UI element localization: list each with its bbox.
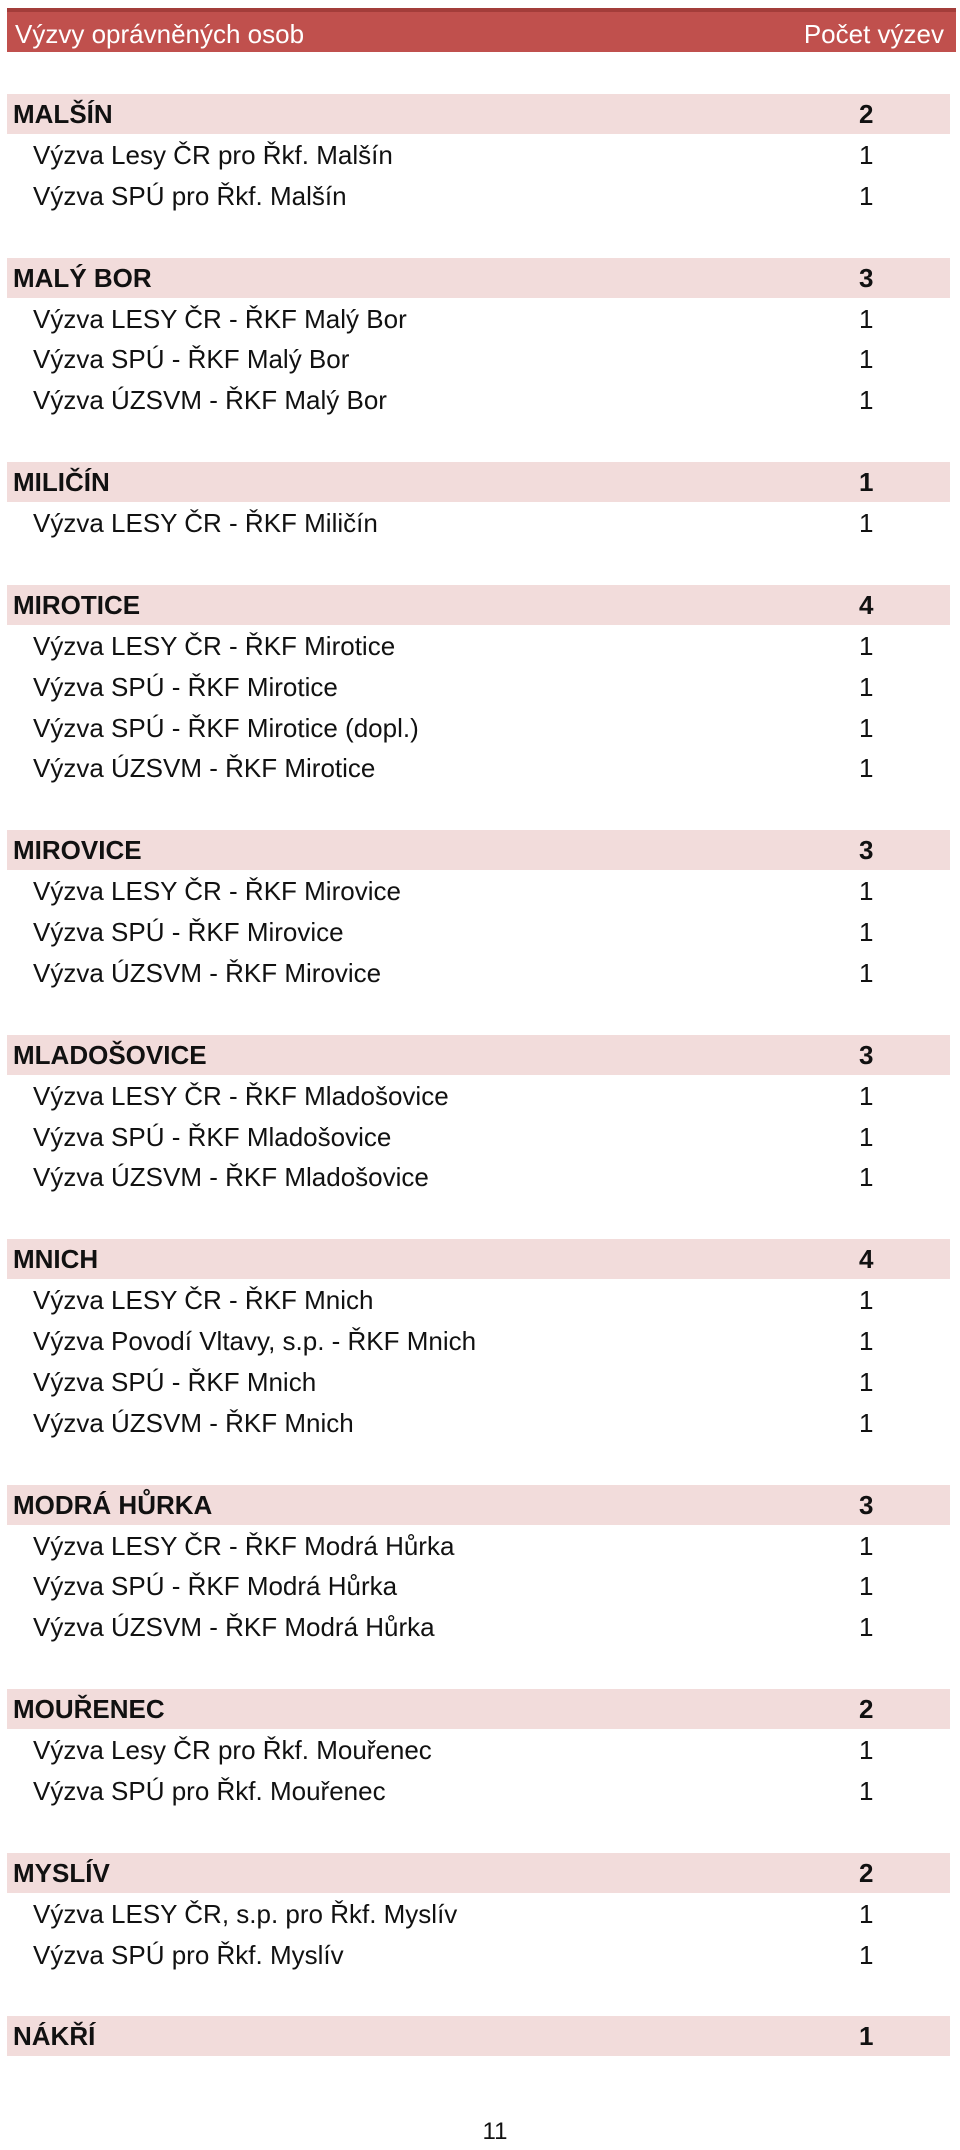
item-count: 1	[859, 1735, 874, 1765]
group-row	[7, 258, 950, 298]
item-name: Výzva LESY ČR - ŘKF Mnich	[33, 1285, 374, 1316]
item-count: 1	[859, 1080, 874, 1111]
page-number: 11	[482, 2118, 508, 2145]
group-name: MALŠÍN	[13, 99, 113, 129]
item-row	[7, 1566, 950, 1606]
item-count: 1	[859, 1162, 874, 1193]
item-name: Výzva SPÚ pro Řkf. Mouřenec	[33, 1775, 386, 1806]
item-name: Výzva ÚZSVM - ŘKF Malý Bor	[33, 385, 387, 416]
item-name: Výzva Lesy ČR pro Řkf. Malšín	[33, 139, 393, 170]
item-row	[7, 1117, 950, 1157]
item-row	[7, 1526, 950, 1566]
group-row	[7, 1035, 950, 1075]
item-row	[7, 953, 950, 993]
item-name: Výzva ÚZSVM - ŘKF Mirotice	[33, 753, 376, 784]
item-row	[7, 339, 950, 379]
item-row	[7, 299, 950, 339]
group-row	[7, 585, 950, 625]
item-row	[7, 1076, 950, 1116]
item-row	[7, 1157, 950, 1197]
group-row	[7, 1689, 950, 1729]
item-name: Výzva ÚZSVM - ŘKF Mnich	[33, 1407, 354, 1438]
group-name: MOUŘENEC	[13, 1694, 165, 1725]
group-row	[7, 462, 950, 502]
item-name: Výzva LESY ČR - ŘKF Malý Bor	[33, 303, 407, 334]
item-row	[7, 1935, 950, 1975]
item-count: 1	[859, 385, 874, 416]
group-row	[7, 94, 950, 134]
group-count: 4	[859, 589, 874, 620]
item-count: 1	[859, 303, 874, 334]
item-row	[7, 1362, 950, 1402]
item-row	[7, 708, 950, 748]
item-count: 1	[859, 917, 874, 947]
item-name: Výzva ÚZSVM - ŘKF Mladošovice	[33, 1162, 429, 1193]
item-name: Výzva SPÚ pro Řkf. Malšín	[33, 180, 347, 211]
group-row	[7, 830, 950, 870]
item-row	[7, 912, 950, 952]
item-count: 1	[859, 1571, 874, 1602]
item-count: 1	[859, 1898, 874, 1929]
item-count: 1	[859, 876, 874, 907]
group-name: MILIČÍN	[13, 467, 110, 498]
item-name: Výzva LESY ČR - ŘKF Mladošovice	[33, 1080, 449, 1111]
item-count: 1	[859, 1366, 874, 1397]
item-row	[7, 1321, 950, 1361]
item-count: 1	[859, 1285, 874, 1316]
item-name: Výzva SPÚ - ŘKF Mnich	[33, 1366, 317, 1397]
item-name: Výzva SPÚ - ŘKF Malý Bor	[33, 344, 350, 375]
group-name: NÁKŘÍ	[13, 2021, 96, 2052]
item-count: 1	[859, 344, 874, 375]
group-row	[7, 1485, 950, 1525]
item-row	[7, 748, 950, 788]
item-count: 1	[859, 753, 874, 784]
item-row	[7, 503, 950, 543]
header-column-count: Počet výzev	[803, 19, 944, 49]
item-row	[7, 1894, 950, 1934]
group-row	[7, 1239, 950, 1279]
item-row	[7, 135, 950, 175]
group-count: 4	[859, 1244, 874, 1275]
item-count: 1	[859, 508, 874, 538]
item-count: 1	[859, 1775, 874, 1806]
group-name: MLADOŠOVICE	[13, 1039, 207, 1070]
group-name: MODRÁ HŮRKA	[13, 1489, 213, 1520]
group-name: MYSLÍV	[13, 1857, 110, 1888]
item-count: 1	[859, 712, 874, 743]
item-row	[7, 1403, 950, 1443]
item-name: Výzva SPÚ - ŘKF Modrá Hůrka	[33, 1571, 398, 1602]
item-name: Výzva LESY ČR - ŘKF Miličín	[33, 508, 378, 538]
item-count: 1	[859, 1530, 874, 1561]
item-name: Výzva SPÚ - ŘKF Mirotice	[33, 671, 338, 702]
group-name: MIROTICE	[13, 589, 141, 620]
group-count: 2	[859, 1694, 874, 1725]
item-name: Výzva ÚZSVM - ŘKF Mirovice	[33, 957, 382, 988]
group-count: 1	[859, 467, 874, 498]
item-row	[7, 626, 950, 666]
item-count: 1	[859, 630, 874, 661]
group-name: MIROVICE	[13, 835, 142, 866]
group-name: MALÝ BOR	[13, 262, 152, 293]
item-count: 1	[859, 139, 874, 170]
item-name: Výzva LESY ČR - ŘKF Modrá Hůrka	[33, 1530, 455, 1561]
item-name: Výzva SPÚ pro Řkf. Myslív	[33, 1939, 344, 1970]
table-header	[7, 8, 956, 52]
item-name: Výzva Lesy ČR pro Řkf. Mouřenec	[33, 1735, 432, 1765]
item-count: 1	[859, 1121, 874, 1152]
item-name: Výzva Povodí Vltavy, s.p. - ŘKF Mnich	[33, 1326, 477, 1356]
group-count: 3	[859, 1489, 874, 1520]
item-name: Výzva SPÚ - ŘKF Mladošovice	[33, 1121, 392, 1152]
group-name: MNICH	[13, 1244, 99, 1275]
item-name: Výzva SPÚ - ŘKF Mirotice (dopl.)	[33, 712, 419, 743]
group-count: 2	[859, 1857, 874, 1888]
item-count: 1	[859, 1326, 874, 1356]
item-row	[7, 667, 950, 707]
group-row	[7, 1853, 950, 1893]
item-name: Výzva LESY ČR, s.p. pro Řkf. Myslív	[33, 1898, 458, 1929]
group-count: 3	[859, 1039, 874, 1070]
item-count: 1	[859, 180, 874, 211]
item-row	[7, 380, 950, 420]
item-row	[7, 176, 950, 216]
item-name: Výzva ÚZSVM - ŘKF Modrá Hůrka	[33, 1612, 435, 1643]
group-count: 2	[859, 99, 874, 129]
item-row	[7, 871, 950, 911]
item-count: 1	[859, 1612, 874, 1643]
header-column-calls: Výzvy oprávněných osob	[15, 19, 305, 49]
item-row	[7, 1771, 950, 1811]
group-count: 1	[859, 2021, 874, 2052]
item-name: Výzva LESY ČR - ŘKF Mirovice	[33, 876, 401, 907]
item-row	[7, 1607, 950, 1647]
group-count: 3	[859, 262, 874, 293]
group-row	[7, 2016, 950, 2056]
group-count: 3	[859, 835, 874, 866]
item-row	[7, 1280, 950, 1320]
item-count: 1	[859, 957, 874, 988]
item-name: Výzva SPÚ - ŘKF Mirovice	[33, 917, 344, 947]
item-count: 1	[859, 671, 874, 702]
item-count: 1	[859, 1407, 874, 1438]
item-name: Výzva LESY ČR - ŘKF Mirotice	[33, 630, 396, 661]
item-row	[7, 1730, 950, 1770]
item-count: 1	[859, 1939, 874, 1970]
